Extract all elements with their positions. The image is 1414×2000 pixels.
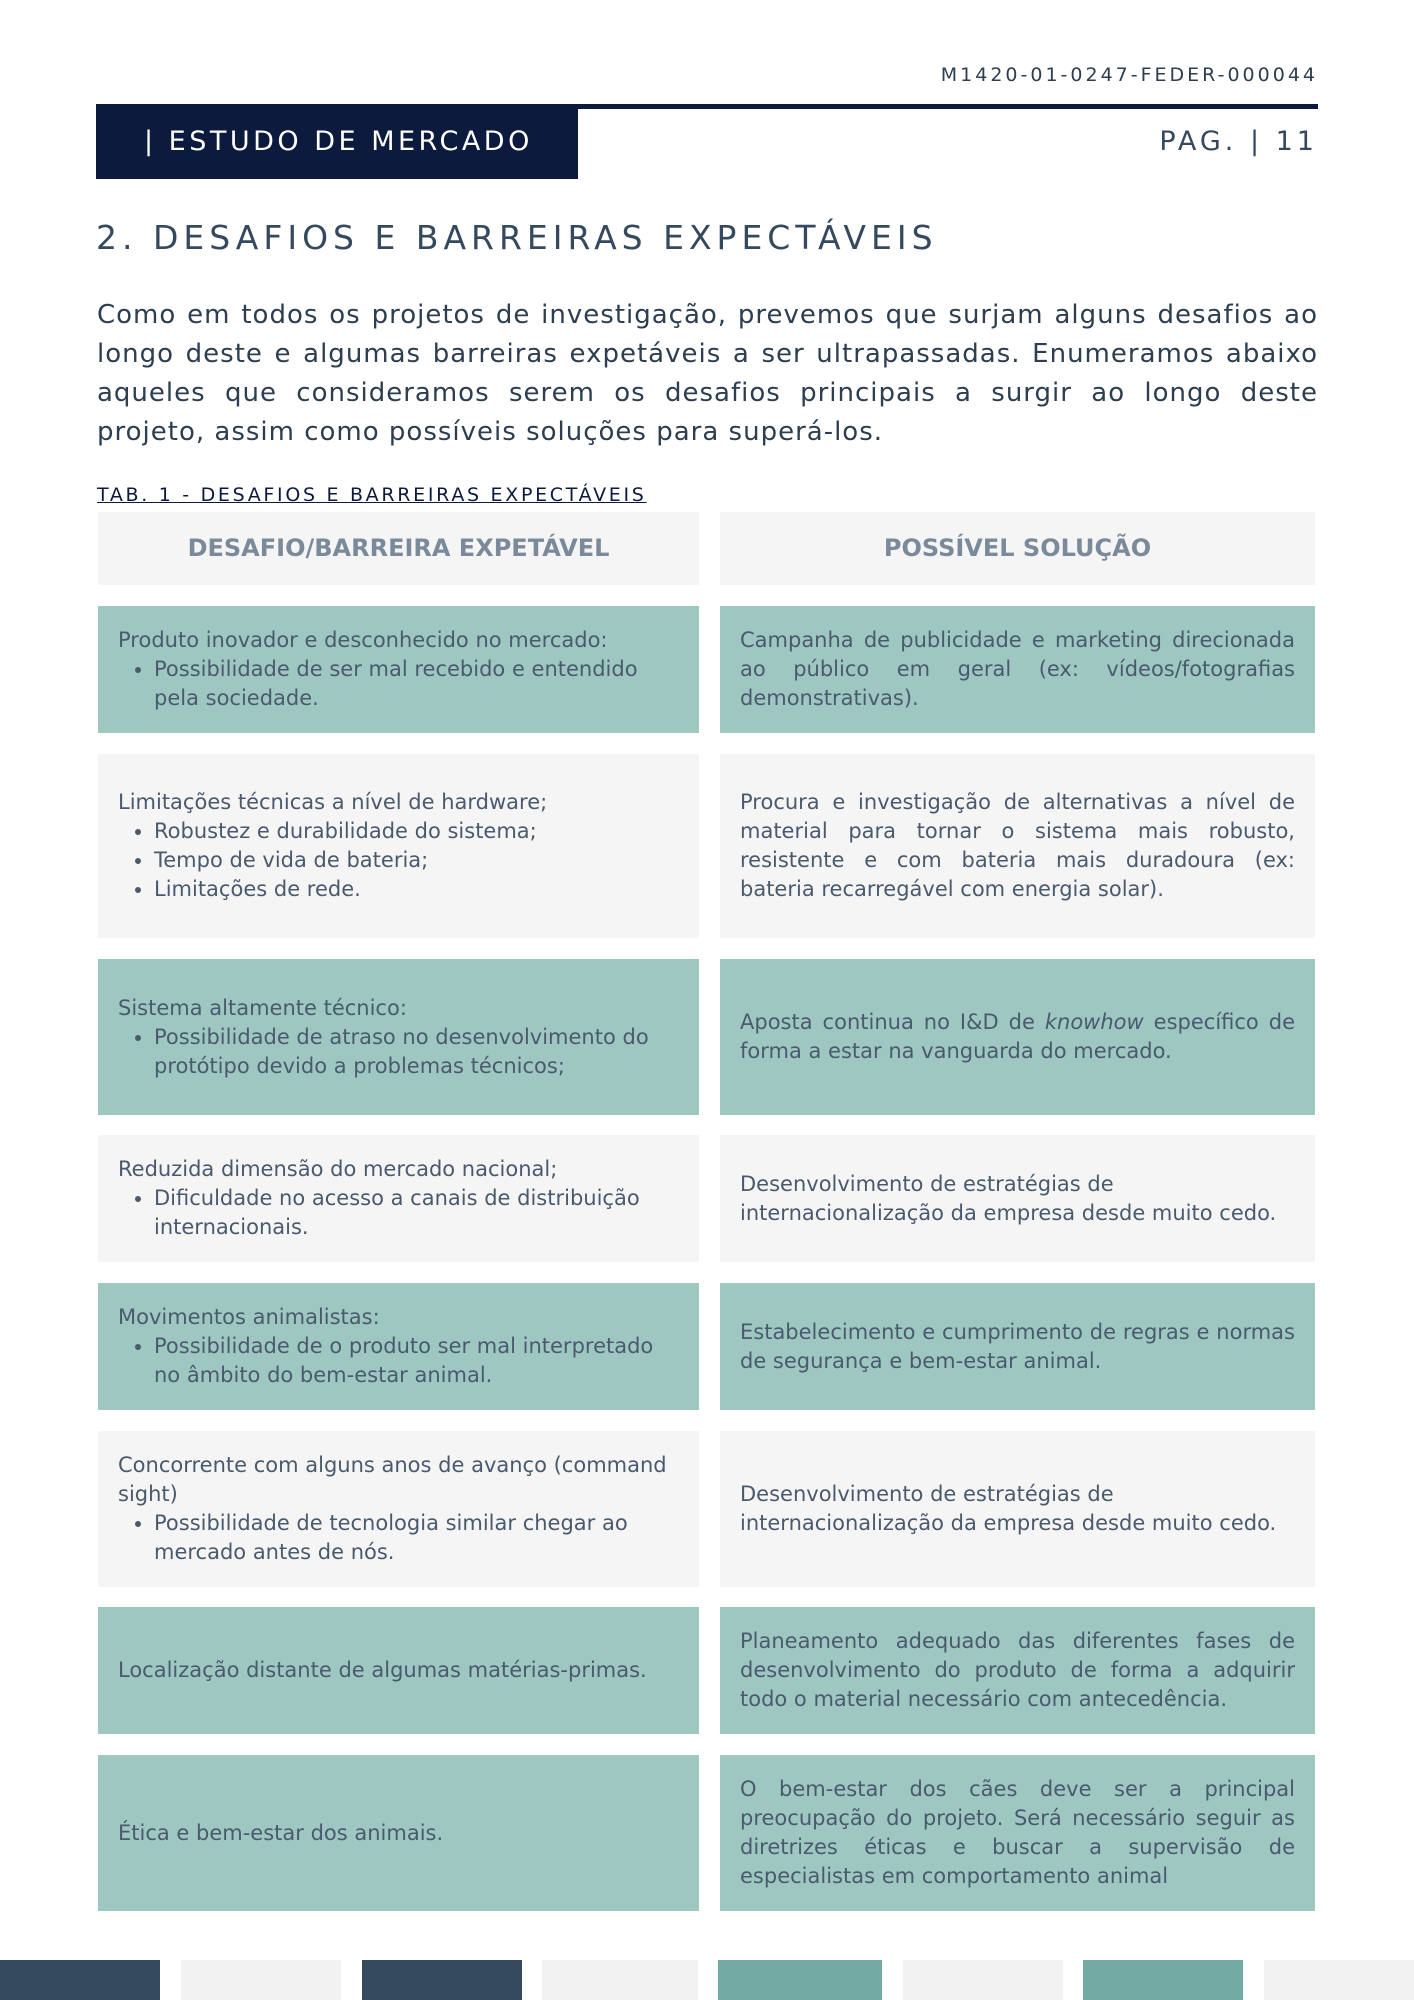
footer-block-grey [181,1960,341,2000]
table-row-solution [720,1607,1315,1734]
solution-text-part: específico de forma a estar na vanguarda do mercado. [740,1010,1295,1063]
solution-text [740,1008,1295,1066]
footer-block-navy [0,1960,160,2000]
table-row-solution [720,754,1315,938]
table-row-solution [720,1135,1315,1262]
challenge-text: Limitações técnicas a nível de hardware; [118,790,548,814]
list-item: • Limitações de rede. [154,875,679,904]
challenge-text: Movimentos animalistas: [118,1305,380,1329]
solution-text: O bem-estar dos cães deve ser a principal preocupação do projeto. Será necessário seguir as diretrizes éticas e buscar a supervisão de especialistas em comportamento animal [740,1777,1295,1888]
solution-text: Desenvolvimento de estratégias de internacionalização da empresa desde muito cedo. [740,1482,1277,1535]
solution-text: Campanha de publicidade e marketing direcionada ao público em geral (ex: vídeos/fotografias demonstrativas). [740,628,1295,710]
solution-text: Desenvolvimento de estratégias de internacionalização da empresa desde muito cedo. [740,1171,1277,1225]
challenge-text: Sistema altamente técnico: [118,995,407,1020]
table-row-solution [720,1755,1315,1911]
section-title: 2. DESAFIOS E BARREIRAS EXPECTÁVEIS [96,218,938,257]
challenge-text: Reduzida dimensão do mercado nacional; [118,1157,558,1181]
solution-text: Planeamento adequado das diferentes fases de desenvolvimento do produto de forma a adquirir todo o material necessário com antecedência. [740,1629,1295,1711]
solution-text: Procura e investigação de alternativas a nível de material para tornar o sistema mais robusto, resistente e com bateria mais duradoura (ex: bateria recarregável com energia solar). [740,790,1295,901]
table-header-solution: POSSÍVEL SOLUÇÃO [720,512,1315,585]
solution-text-part: Aposta continua no I&D de [740,1010,1045,1034]
challenge-bullets [118,817,679,904]
list-item: • Possibilidade de o produto ser mal interpretado no âmbito do bem-estar animal. [154,1332,679,1390]
challenge-bullets [118,1023,679,1081]
list-item: • Tempo de vida de bateria; [154,846,679,875]
table-row-challenge [98,606,699,733]
header-rule [577,104,1318,109]
knowhow-emphasis: knowhow [1044,1010,1144,1034]
table-row-solution [720,606,1315,733]
footer-block-grey [1264,1960,1414,2000]
table-row-challenge [98,1135,699,1262]
challenge-bullets [118,1509,679,1567]
footer-block-navy [362,1960,522,2000]
footer-block-teal [718,1960,882,2000]
challenge-bullets [118,655,679,713]
footer-block-teal [1083,1960,1243,2000]
table-row-challenge [98,1607,699,1734]
challenge-bullets [118,1332,679,1390]
table-header-challenge: DESAFIO/BARREIRA EXPETÁVEL [98,512,699,585]
footer-block-grey [542,1960,698,2000]
list-item: • Possibilidade de atraso no desenvolvimento do protótipo devido a problemas técnicos; [154,1023,679,1081]
table-row-challenge [98,959,699,1115]
table-caption: TAB. 1 - DESAFIOS E BARREIRAS EXPECTÁVEIS [97,484,647,506]
header-title: | ESTUDO DE MERCADO [96,104,578,179]
list-item: • Possibilidade de tecnologia similar chegar ao mercado antes de nós. [154,1509,679,1567]
table-row-solution [720,1431,1315,1587]
challenge-text: Concorrente com alguns anos de avanço (command sight) [118,1453,667,1506]
page-number: PAG. | 11 [1159,126,1318,157]
table-row-challenge [98,1431,699,1587]
list-item: • Robustez e durabilidade do sistema; [154,817,679,846]
table-row-solution [720,1283,1315,1410]
intro-paragraph: Como em todos os projetos de investigação, prevemos que surjam alguns desafios ao longo deste e algumas barreiras expetáveis a ser ultrapassadas. Enumeramos abaixo aqueles que consideramos serem os desafios principais a surgir ao longo deste projeto, assim como possíveis soluções para superá-los. [97,300,1318,447]
challenge-text: Localização distante de algumas matérias-primas. [118,1658,647,1682]
solution-text: Estabelecimento e cumprimento de regras e normas de segurança e bem-estar animal. [740,1319,1295,1373]
table-row-challenge [98,1283,699,1410]
list-item: • Dificuldade no acesso a canais de distribuição internacionais. [154,1184,679,1242]
challenge-text: Ética e bem-estar dos animais. [118,1820,444,1845]
table-row-challenge [98,754,699,938]
document-id: M1420-01-0247-FEDER-000044 [940,64,1318,86]
challenge-bullets [118,1184,679,1242]
list-item: • Possibilidade de ser mal recebido e entendido pela sociedade. [154,655,679,713]
table-row-challenge [98,1755,699,1911]
footer-block-grey [903,1960,1063,2000]
challenge-text: Produto inovador e desconhecido no mercado: [118,628,608,652]
table-row-solution [720,959,1315,1115]
